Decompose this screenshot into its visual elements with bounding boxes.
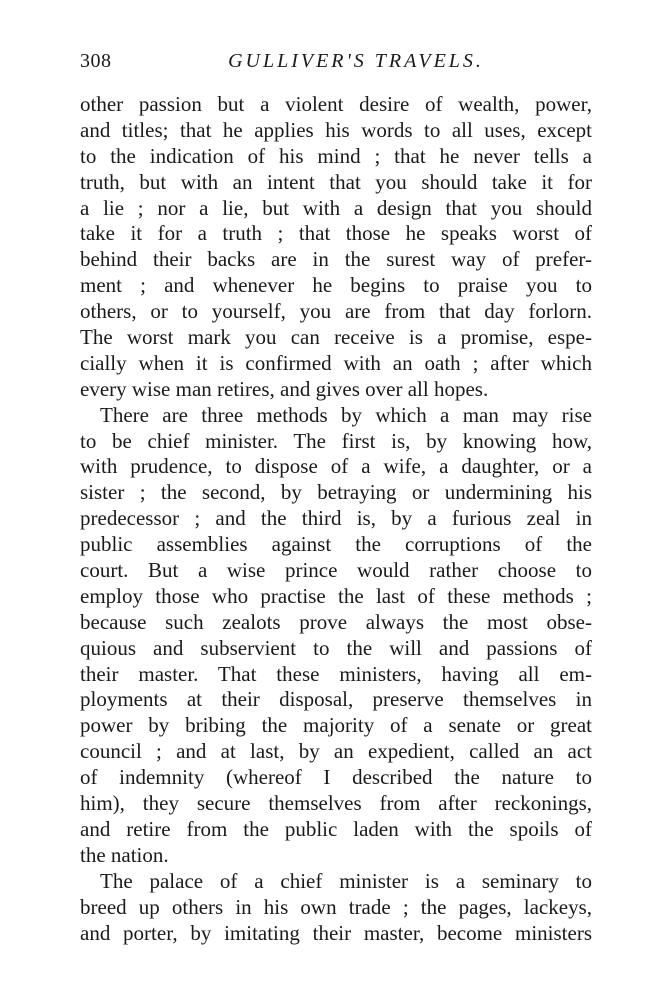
text-line: because such zealots prove always the most obse-: [80, 609, 592, 634]
paragraph-start-line: There are three methods by which a man may rise: [100, 402, 592, 427]
running-title: GULLIVER'S TRAVELS.: [228, 50, 484, 72]
text-line: The worst mark you can receive is a promise, espe-: [80, 325, 592, 350]
text-line: and titles; that he applies his words to all uses, except: [80, 117, 592, 142]
text-line: every wise man retires, and gives over all hopes.: [80, 376, 489, 401]
text-line: ployments at their disposal, preserve themselves in: [80, 687, 592, 712]
text-line: behind their backs are in the surest way of prefer-: [80, 247, 592, 272]
text-line: breed up others in his own trade ; the pages, lackeys,: [80, 894, 592, 919]
page-number: 308: [80, 50, 112, 72]
text-line: to the indication of his mind ; that he never tells a: [80, 143, 592, 168]
text-line: others, or to yourself, you are from that day forlorn.: [80, 299, 592, 324]
text-line: employ those who practise the last of these methods ;: [80, 583, 592, 608]
text-line: truth, but with an intent that you should take it for: [80, 169, 592, 194]
text-line: with prudence, to dispose of a wife, a daughter, or a: [80, 454, 592, 479]
text-line: ment ; and whenever he begins to praise you to: [80, 273, 592, 298]
text-line: sister ; the second, by betraying or undermining his: [80, 480, 592, 505]
text-line: to be chief minister. The first is, by knowing how,: [80, 428, 592, 453]
text-line: council ; and at last, by an expedient, called an act: [80, 739, 592, 764]
text-line: the nation.: [80, 842, 169, 867]
body-text: [80, 92, 592, 946]
text-line: a lie ; nor a lie, but with a design that you should: [80, 195, 592, 220]
text-line: their master. That these ministers, having all em-: [80, 661, 592, 686]
running-head: [80, 50, 592, 80]
text-line: quious and subservient to the will and passions of: [80, 635, 592, 660]
text-line: cially when it is confirmed with an oath ; after which: [80, 350, 592, 375]
text-line: predecessor ; and the third is, by a furious zeal in: [80, 506, 592, 531]
text-line: other passion but a violent desire of wealth, power,: [80, 92, 592, 116]
text-line: power by bribing the majority of a senate or great: [80, 713, 592, 738]
text-line: take it for a truth ; that those he speaks worst of: [80, 221, 592, 246]
text-line: and porter, by imitating their master, become ministers: [80, 920, 592, 945]
text-line: and retire from the public laden with the spoils of: [80, 816, 592, 841]
text-line: public assemblies against the corruptions of the: [80, 532, 592, 557]
paragraph-start-line: The palace of a chief minister is a seminary to: [100, 868, 592, 893]
text-line: him), they secure themselves from after reckonings,: [80, 791, 592, 816]
text-line: of indemnity (whereof I described the nature to: [80, 765, 592, 790]
text-line: court. But a wise prince would rather choose to: [80, 558, 592, 583]
